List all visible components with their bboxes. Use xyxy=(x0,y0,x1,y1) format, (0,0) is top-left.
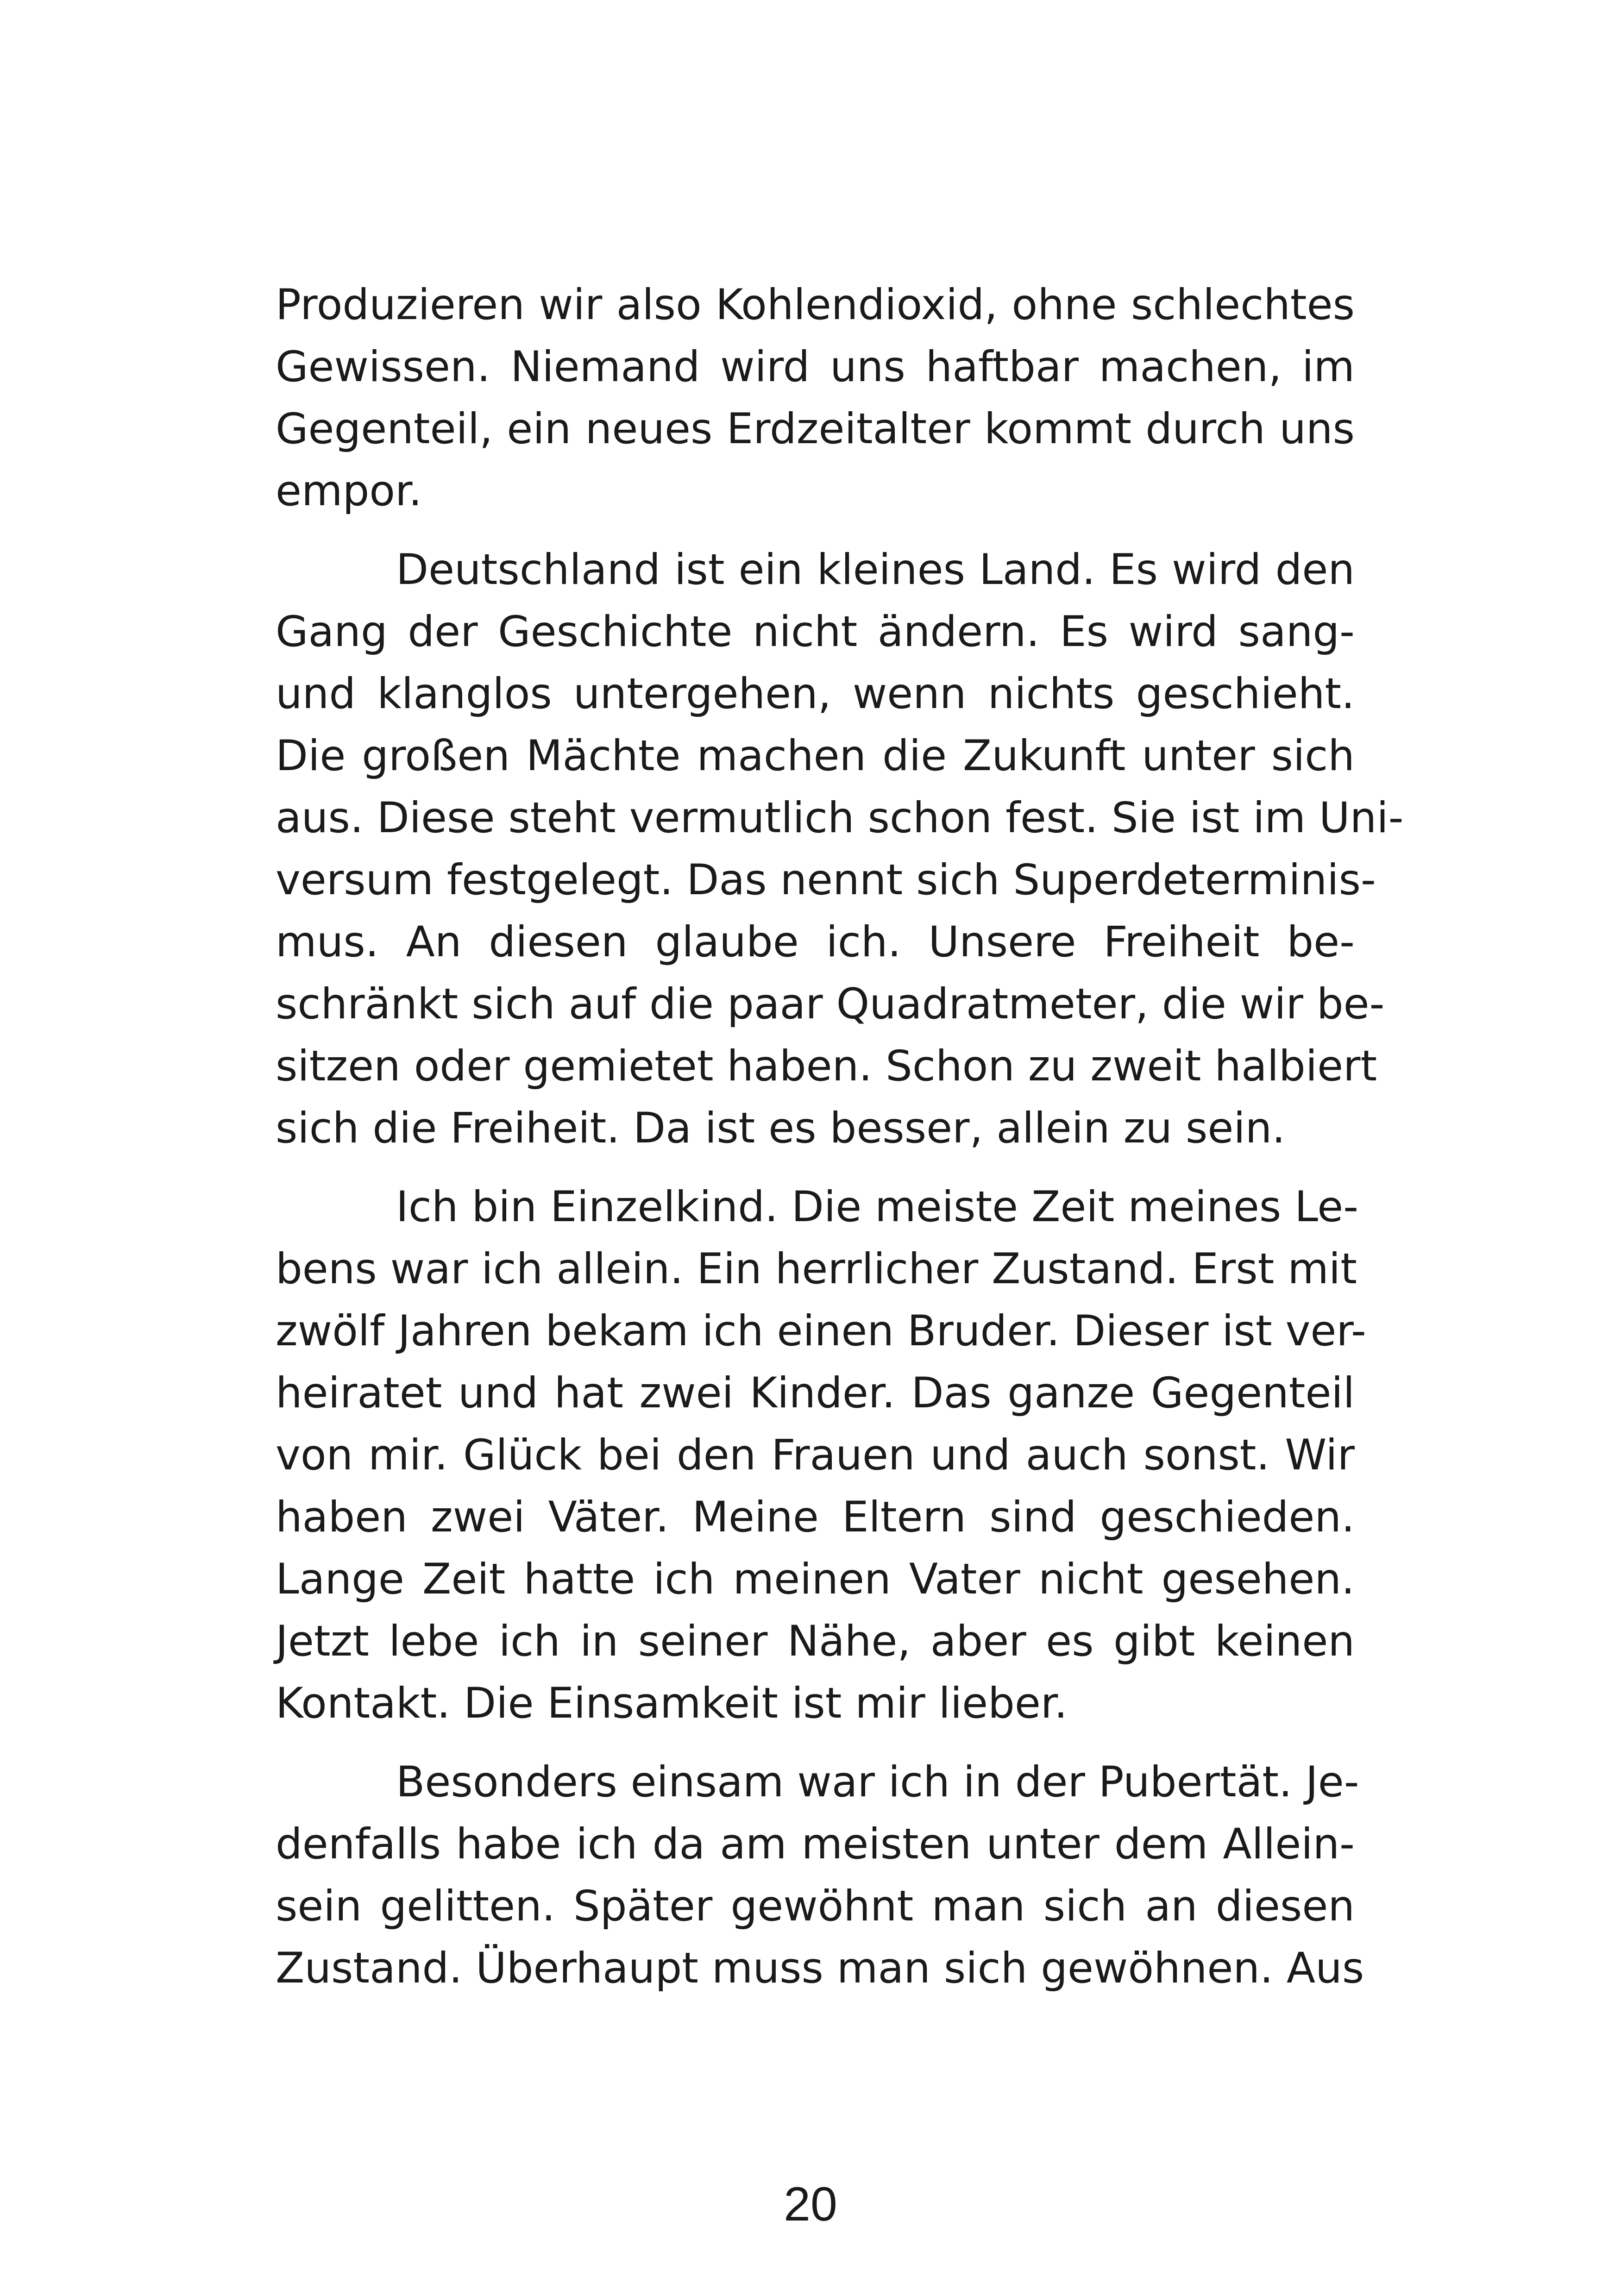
text-line: Besonders einsam war ich in der Pubertät. Je- xyxy=(396,1758,1359,1807)
text-line: heiratet und hat zwei Kinder. Das ganze Gegenteil xyxy=(276,1369,1355,1418)
text-line: Die großen Mächte machen die Zukunft unter sich xyxy=(276,732,1355,780)
text-line: Produzieren wir also Kohlendioxid, ohne schlechtes xyxy=(276,281,1355,329)
text-line: Gegenteil, ein neues Erdzeitalter kommt durch uns xyxy=(276,405,1355,453)
text-line: schränkt sich auf die paar Quadratmeter, die wir be- xyxy=(276,980,1385,1029)
text-line: versum festgelegt. Das nennt sich Superdeterminis- xyxy=(276,856,1376,904)
text-line: Ich bin Einzelkind. Die meiste Zeit meines Le- xyxy=(396,1183,1359,1231)
text-line: sein gelitten. Später gewöhnt man sich an diesen xyxy=(276,1882,1355,1931)
body-text xyxy=(276,274,1404,2000)
paragraph-gap xyxy=(276,1160,1355,1176)
text-line: mus. An diesen glaube ich. Unsere Freiheit be- xyxy=(276,918,1355,966)
text-line: Zustand. Überhaupt muss man sich gewöhnen. Aus xyxy=(276,1944,1364,1993)
text-line: aus. Diese steht vermutlich schon fest. Sie ist im Uni- xyxy=(276,794,1404,842)
paragraph xyxy=(276,274,1355,522)
text-line: denfalls habe ich da am meisten unter dem Allein- xyxy=(276,1820,1355,1869)
text-line: und klanglos untergehen, wenn nichts geschieht. xyxy=(276,670,1355,718)
text-line: Deutschland ist ein kleines Land. Es wird den xyxy=(396,546,1355,594)
text-line: von mir. Glück bei den Frauen und auch sonst. Wir xyxy=(276,1431,1355,1480)
page-number: 20 xyxy=(784,2177,837,2231)
paragraph-gap xyxy=(276,522,1355,539)
paragraph xyxy=(276,539,1404,1160)
text-line: Kontakt. Die Einsamkeit ist mir lieber. xyxy=(276,1679,1068,1728)
text-line: empor. xyxy=(276,467,422,515)
text-line: Gang der Geschichte nicht ändern. Es wird sang- xyxy=(276,608,1355,656)
text-line: bens war ich allein. Ein herrlicher Zustand. Erst mit xyxy=(276,1245,1357,1293)
paragraph xyxy=(276,1751,1364,2000)
paragraph-gap xyxy=(276,1735,1355,1751)
text-line: sitzen oder gemietet haben. Schon zu zweit halbiert xyxy=(276,1042,1377,1091)
text-line: Lange Zeit hatte ich meinen Vater nicht gesehen. xyxy=(276,1555,1355,1604)
text-line: haben zwei Väter. Meine Eltern sind geschieden. xyxy=(276,1493,1355,1542)
text-line: Jetzt lebe ich in seiner Nähe, aber es gibt keinen xyxy=(276,1617,1355,1666)
paragraph xyxy=(276,1176,1366,1735)
text-line: Gewissen. Niemand wird uns haftbar machen, im xyxy=(276,343,1355,391)
text-line: sich die Freiheit. Da ist es besser, allein zu sein. xyxy=(276,1104,1286,1153)
text-line: zwölf Jahren bekam ich einen Bruder. Dieser ist ver- xyxy=(276,1307,1366,1355)
